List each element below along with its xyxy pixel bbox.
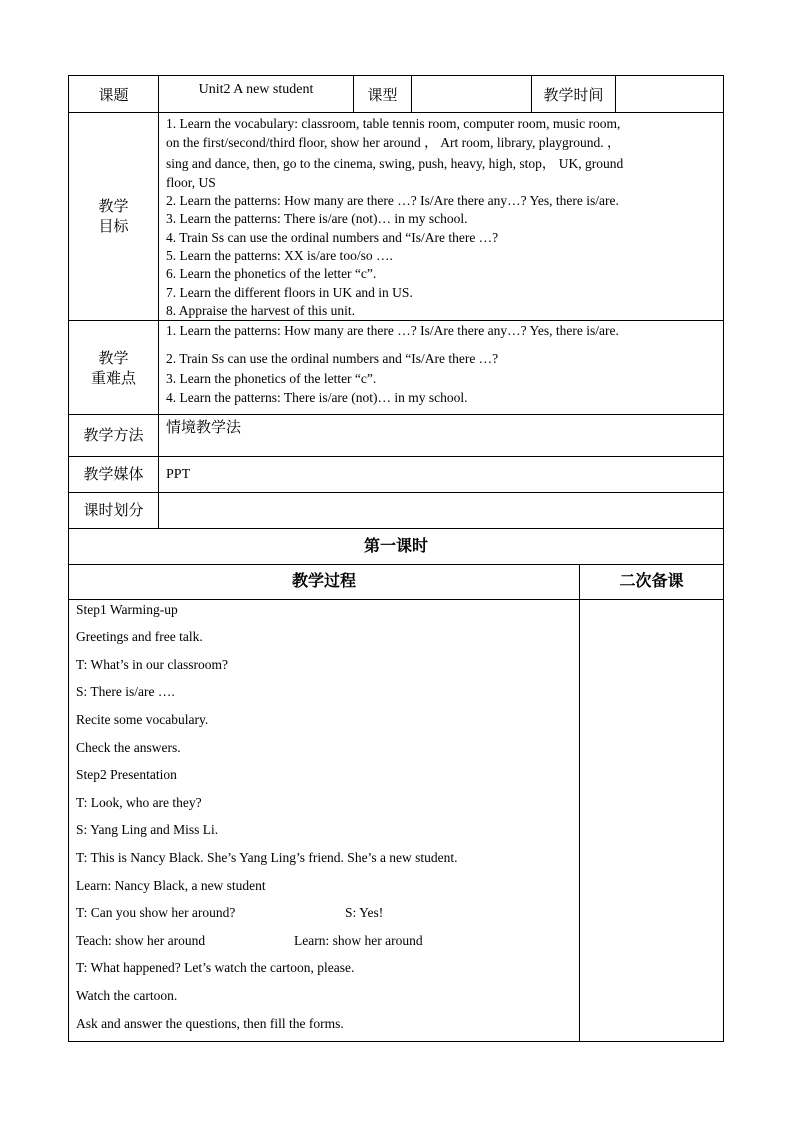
process-line: Ask and answer the questions, then fill the forms. bbox=[76, 1016, 344, 1031]
objective-line: 8. Appraise the harvest of this unit. bbox=[166, 303, 355, 318]
table-rule bbox=[68, 564, 724, 565]
process-line: Recite some vocabulary. bbox=[76, 712, 209, 727]
label-column-rule bbox=[158, 75, 159, 528]
notes-header: 二次备课 bbox=[619, 571, 684, 590]
key-point-line: 1. Learn the patterns: How many are there …? Is/Are there any…? Yes, there is/are. bbox=[166, 323, 619, 338]
process-line: T: This is Nancy Black. She’s Yang Ling’s friend. She’s a new student. bbox=[76, 850, 458, 865]
key-points-label-2: 重难点 bbox=[90, 369, 136, 387]
media-label: 教学媒体 bbox=[83, 465, 144, 483]
process-line: Teach: show her around bbox=[76, 933, 206, 948]
key-point-line: 2. Train Ss can use the ordinal numbers and “Is/Are there …? bbox=[166, 351, 499, 366]
method-value: 情境教学法 bbox=[166, 418, 242, 436]
objective-line: 6. Learn the phonetics of the letter “c”. bbox=[166, 266, 377, 281]
process-line: T: What’s in our classroom? bbox=[76, 657, 229, 672]
process-line-side: S: Yes! bbox=[345, 905, 384, 920]
objective-line: 7. Learn the different floors in UK and in US. bbox=[166, 285, 413, 300]
method-label: 教学方法 bbox=[83, 426, 144, 444]
table-rule bbox=[68, 414, 724, 415]
objective-line: 4. Train Ss can use the ordinal numbers and “Is/Are there …? bbox=[166, 230, 499, 245]
notes-column-rule bbox=[579, 564, 580, 1041]
objective-line: on the first/second/third floor, show her around ， Art room, library, playground. ， bbox=[166, 135, 621, 150]
table-rule bbox=[68, 456, 724, 457]
process-line: S: Yang Ling and Miss Li. bbox=[76, 822, 219, 837]
objective-line: 3. Learn the patterns: There is/are (not)… in my school. bbox=[166, 211, 468, 226]
objective-line: floor, US bbox=[166, 175, 216, 190]
process-line: T: Can you show her around? bbox=[76, 905, 236, 920]
process-line: Step2 Presentation bbox=[76, 767, 177, 782]
table-rule bbox=[68, 492, 724, 493]
process-line: T: What happened? Let’s watch the cartoon, please. bbox=[76, 960, 355, 975]
topic-value: Unit2 A new student bbox=[198, 82, 314, 97]
process-line: S: There is/are …. bbox=[76, 684, 175, 699]
periods-label: 课时划分 bbox=[83, 501, 144, 519]
teaching-time-label: 教学时间 bbox=[543, 86, 604, 104]
table-rule bbox=[68, 528, 724, 529]
table-border-top bbox=[68, 75, 724, 76]
process-line: Watch the cartoon. bbox=[76, 988, 178, 1003]
topic-label: 课题 bbox=[98, 86, 129, 104]
process-line: Step1 Warming-up bbox=[76, 602, 178, 617]
header-rule bbox=[615, 75, 616, 112]
objective-line: sing and dance, then, go to the cinema, swing, push, heavy, high, stop， UK, ground bbox=[166, 156, 624, 171]
table-rule bbox=[68, 320, 724, 321]
key-points-label-1: 教学 bbox=[98, 349, 129, 367]
table-border-right bbox=[723, 75, 724, 1042]
process-line: Check the answers. bbox=[76, 740, 181, 755]
objective-line: 1. Learn the vocabulary: classroom, table tennis room, computer room, music room, bbox=[166, 116, 621, 131]
objective-line: 5. Learn the patterns: XX is/are too/so …. bbox=[166, 248, 393, 263]
process-line: Greetings and free talk. bbox=[76, 629, 203, 644]
key-point-line: 3. Learn the phonetics of the letter “c”. bbox=[166, 371, 377, 386]
process-line: Learn: Nancy Black, a new student bbox=[76, 878, 266, 893]
objectives-label-2: 目标 bbox=[98, 217, 129, 235]
objectives-label-1: 教学 bbox=[98, 197, 129, 215]
process-line-side: Learn: show her around bbox=[294, 933, 423, 948]
header-rule bbox=[411, 75, 412, 112]
objective-line: 2. Learn the patterns: How many are there …? Is/Are there any…? Yes, there is/are. bbox=[166, 193, 619, 208]
key-point-line: 4. Learn the patterns: There is/are (not)… in my school. bbox=[166, 390, 468, 405]
process-header: 教学过程 bbox=[291, 571, 356, 590]
lesson-title: 第一课时 bbox=[363, 536, 428, 555]
type-label: 课型 bbox=[367, 86, 398, 104]
process-line: T: Look, who are they? bbox=[76, 795, 202, 810]
media-value: PPT bbox=[166, 467, 191, 482]
table-rule bbox=[68, 599, 724, 600]
table-border-bottom bbox=[68, 1041, 724, 1042]
table-rule bbox=[68, 112, 724, 113]
